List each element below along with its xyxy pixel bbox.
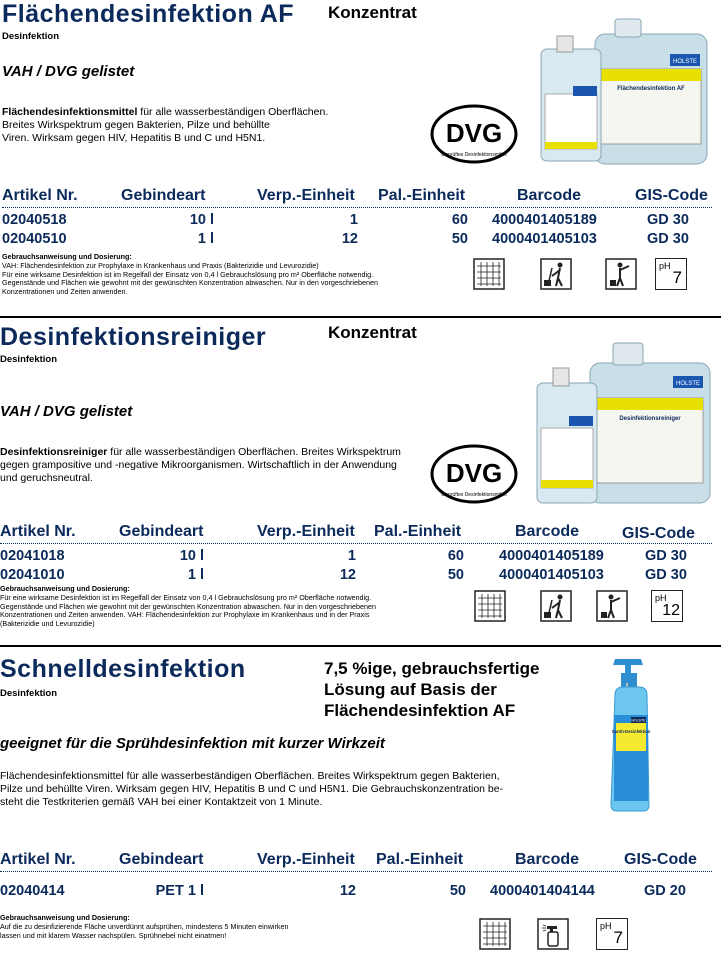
section-title: Desinfektionsreiniger xyxy=(0,323,267,351)
ph-value: 12 xyxy=(662,602,680,619)
cell-artikel: 02040510 xyxy=(2,231,67,247)
cell-verp: 1 xyxy=(347,548,356,564)
cell-gis: GD 30 xyxy=(647,231,689,247)
section-title: Flächendesinfektion AF xyxy=(2,0,295,28)
table-divider xyxy=(2,207,712,208)
product-image-spray-bottle xyxy=(605,655,665,815)
cell-pal: 60 xyxy=(447,548,464,564)
wiping-person-icon xyxy=(605,258,637,290)
usage-line: Für eine wirksame Desinfektion ist im Regelfall der Einsatz von 0,4 l Gebrauchslösung pro m² Oberfläche notwendig. xyxy=(2,269,374,279)
th-barcode: Barcode xyxy=(515,523,580,540)
desc-line2: gegen grampositive und -negative Mikroorganismen. Wirtschaftlich in der Anwendung xyxy=(0,459,397,471)
ph-value: 7 xyxy=(672,268,682,287)
listing-label: VAH / DVG gelistet xyxy=(2,63,135,80)
th-gis: GIS-Code xyxy=(635,187,708,204)
th-gebinde: Gebindeart xyxy=(119,851,204,868)
cell-pal: 50 xyxy=(449,883,466,899)
cell-verp: 12 xyxy=(339,883,356,899)
usage-title: Gebrauchsanweisung und Dosierung: xyxy=(0,584,130,593)
cell-barcode: 4000401405103 xyxy=(499,567,604,583)
usage-line: Für eine wirksame Desinfektion ist im Regelfall der Einsatz von 0,4 l Gebrauchslösung pro m² Oberfläche notwendig. xyxy=(0,592,372,602)
th-barcode: Barcode xyxy=(517,187,582,204)
usage-line: Konzentrationen und Zeiten anwenden. VAH: Flächendesinfektion zur Prophylaxe im Krankenhaus und in der Praxis xyxy=(0,610,370,620)
dvg-ring-text: Geprüftes Desinfektionsmittel xyxy=(441,492,507,498)
table-divider xyxy=(0,543,712,544)
th-pal: Pal.-Einheit xyxy=(374,523,462,540)
cell-artikel: 02041018 xyxy=(0,548,65,564)
desc-bold: Desinfektionsreiniger xyxy=(0,446,108,458)
cell-gebinde: 1 l xyxy=(197,231,214,247)
cell-gebinde: 10 l xyxy=(179,548,204,564)
dvg-logo xyxy=(430,104,518,164)
cell-barcode: 4000401405189 xyxy=(492,212,597,228)
listing-label: VAH / DVG gelistet xyxy=(0,403,133,420)
desc-line2: Pilze und behüllte Viren. Wirksam gegen HIV, Hepatitis B und C und H5N1. Die Gebrauchskonzentration be- xyxy=(0,783,504,795)
spray-bottle-icon xyxy=(537,918,569,950)
usage-line: Auf die zu desinfizierende Fläche unverdünnt aufsprühen, mindestens 5 Minuten einwirken xyxy=(0,921,289,931)
usage-line: (Bakterizidie und Levurozidie) xyxy=(0,619,95,629)
th-artikel: Artikel Nr. xyxy=(0,851,76,868)
dvg-letters: DVG xyxy=(445,118,503,148)
th-barcode: Barcode xyxy=(515,851,580,868)
cell-gis: GD 30 xyxy=(645,567,687,583)
description xyxy=(0,446,430,485)
th-pal: Pal.-Einheit xyxy=(378,187,466,204)
th-artikel: Artikel Nr. xyxy=(0,523,76,540)
th-gebinde: Gebindeart xyxy=(121,187,206,204)
canister-brand: HOLSTE xyxy=(672,59,698,65)
usage-title: Gebrauchsanweisung und Dosierung: xyxy=(0,913,130,922)
mopping-person-icon xyxy=(540,590,572,622)
ph-value: 7 xyxy=(613,928,623,947)
cell-gis: GD 30 xyxy=(647,212,689,228)
subtitle-line: Flächendesinfektion AF xyxy=(324,701,516,720)
category-label: Desinfektion xyxy=(0,354,58,365)
ph-label: pH xyxy=(655,593,667,603)
cell-pal: 50 xyxy=(447,567,464,583)
cell-gebinde: 1 l xyxy=(187,567,204,583)
cell-artikel: 02040518 xyxy=(2,212,67,228)
table-divider xyxy=(0,871,712,872)
desc-line1: Flächendesinfektionsmittel für alle wasserbeständigen Oberflächen. Breites Wirkspektrum gegen Bakterien, xyxy=(0,770,500,782)
subtitle-line: 7,5 %ige, gebrauchsfertige xyxy=(324,659,540,678)
canister-brand: HOLSTE xyxy=(675,381,701,387)
ph-icon xyxy=(596,918,628,950)
section-separator xyxy=(0,645,721,647)
desc-line3: Viren. Wirksam gegen HIV, Hepatitis B und C und H5N1. xyxy=(2,132,266,144)
desc-line3: und geruchsneutral. xyxy=(0,472,93,484)
section-subtitle: Konzentrat xyxy=(328,3,417,22)
usage-line: Gegenstände und Flächen wie gewohnt mit der gewünschten Konzentration abwaschen. Nur in den vorgeschriebenen xyxy=(2,278,378,288)
floor-tiles-icon xyxy=(474,590,506,622)
ph-icon xyxy=(655,258,687,290)
cell-verp: 1 xyxy=(349,212,358,228)
description xyxy=(0,770,560,809)
cell-pal: 60 xyxy=(451,212,468,228)
cell-verp: 12 xyxy=(339,567,356,583)
subtitle-line: Lösung auf Basis der xyxy=(324,680,497,699)
desc-rest: für alle wasserbeständigen Oberflächen. Breites Wirkspektrum xyxy=(107,446,401,458)
listing-label: geeignet für die Sprühdesinfektion mit kurzer Wirkzeit xyxy=(0,735,385,752)
ph-label: pH xyxy=(600,921,612,931)
th-gis: GIS-Code xyxy=(624,851,697,868)
usage-line: Gegenstände und Flächen wie gewohnt mit der gewünschten Konzentration abwaschen. Nur in den vorgeschriebenen xyxy=(0,601,376,611)
usage-instructions xyxy=(0,585,440,629)
cell-barcode: 4000401404144 xyxy=(490,883,595,899)
usage-line: lassen und mit klarem Wasser nachspülen. Sprühnebel nicht einatmen! xyxy=(0,930,227,940)
dvg-ring-text: Geprüftes Desinfektionsmittel xyxy=(441,152,507,158)
th-verp: Verp.-Einheit xyxy=(257,187,355,204)
th-gis: GIS-Code xyxy=(622,525,695,542)
usage-instructions xyxy=(2,253,462,297)
desc-rest: für alle wasserbeständigen Oberflächen. xyxy=(137,106,329,118)
usage-title: Gebrauchsanweisung und Dosierung: xyxy=(2,252,132,261)
description xyxy=(2,106,402,145)
cell-artikel: 02041010 xyxy=(0,567,65,583)
canister-label: Desinfektionsreiniger xyxy=(619,416,681,422)
cell-artikel: 02040414 xyxy=(0,883,65,899)
ph-label: pH xyxy=(659,261,671,271)
canister-label: Flächendesinfektion AF xyxy=(617,86,685,92)
usage-instructions xyxy=(0,914,360,940)
section-subtitle: Konzentrat xyxy=(328,323,417,342)
floor-tiles-icon xyxy=(473,258,505,290)
th-artikel: Artikel Nr. xyxy=(2,187,78,204)
cell-verp: 12 xyxy=(341,231,358,247)
usage-line: VAH: Flächendesinfektion zur Prophylaxe in Krankenhaus und Praxis (Bakterizidie und Levurozidie) xyxy=(2,260,319,270)
th-gebinde: Gebindeart xyxy=(119,523,204,540)
floor-tiles-icon xyxy=(479,918,511,950)
product-image-canister xyxy=(535,14,715,169)
cell-pal: 50 xyxy=(451,231,468,247)
category-label: Desinfektion xyxy=(2,31,60,42)
cell-gis: GD 30 xyxy=(645,548,687,564)
section-title: Schnelldesinfektion xyxy=(0,655,246,683)
cell-gebinde: 10 l xyxy=(189,212,214,228)
dvg-logo xyxy=(430,444,518,504)
cell-barcode: 4000401405103 xyxy=(492,231,597,247)
th-pal: Pal.-Einheit xyxy=(376,851,464,868)
cell-gis: GD 20 xyxy=(644,883,686,899)
desc-line2: Breites Wirkspektrum gegen Bakterien, Pilze und behüllte xyxy=(2,119,270,131)
spray-brand: HOLSTE xyxy=(631,718,646,723)
ph-icon xyxy=(651,590,683,622)
section-separator xyxy=(0,316,721,318)
spray-label: Sprüh-Desinfektion xyxy=(611,729,651,734)
th-verp: Verp.-Einheit xyxy=(257,523,355,540)
dvg-letters: DVG xyxy=(445,458,503,488)
desc-bold: Flächendesinfektionsmittel xyxy=(2,106,138,118)
th-verp: Verp.-Einheit xyxy=(257,851,355,868)
product-image-canister xyxy=(535,328,715,508)
mopping-person-icon xyxy=(540,258,572,290)
desc-line3: steht die Testkriterien gemäß VAH bei einer Kontaktzeit von 1 Minute. xyxy=(0,796,323,808)
wiping-person-icon xyxy=(596,590,628,622)
cell-barcode: 4000401405189 xyxy=(499,548,604,564)
usage-line: Konzentrationen und Zeiten anwenden. xyxy=(2,287,128,297)
category-label: Desinfektion xyxy=(0,688,58,699)
section-subtitle xyxy=(324,658,539,721)
cell-gebinde: PET 1 l xyxy=(155,883,204,899)
